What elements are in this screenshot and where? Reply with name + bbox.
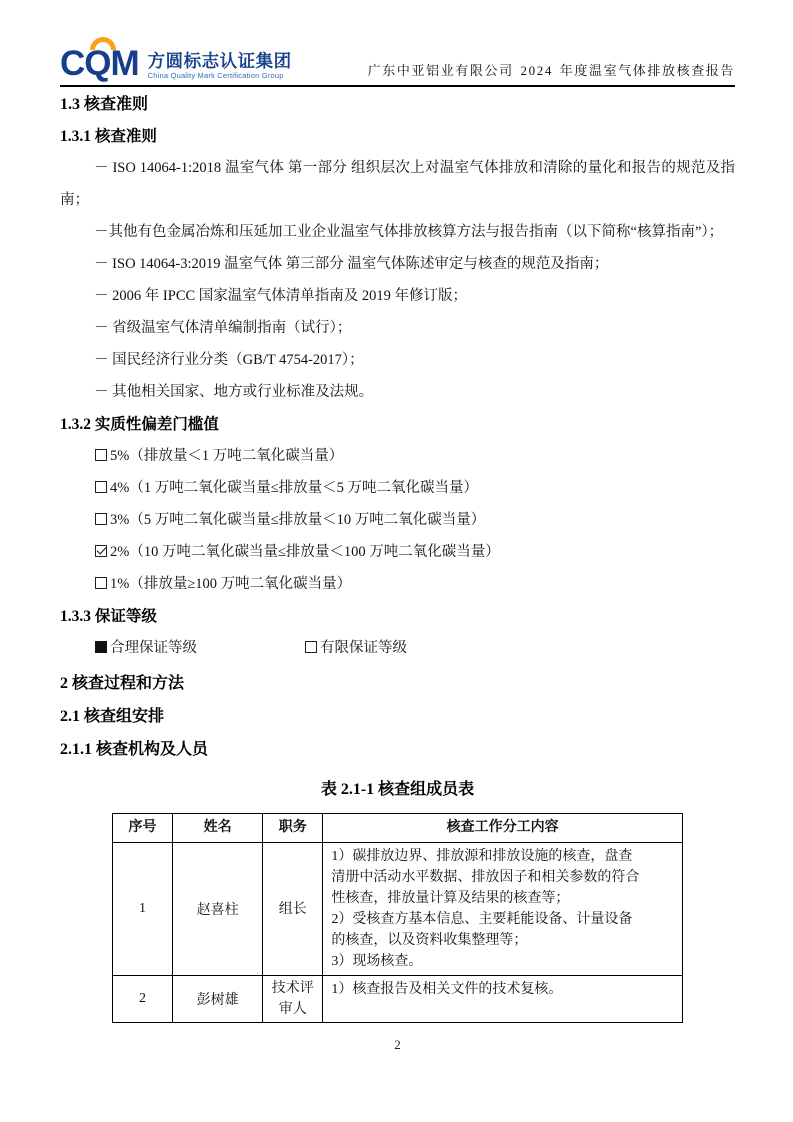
table-row <box>113 843 683 976</box>
checkbox-empty-icon <box>95 449 107 461</box>
duty-line: 性核查，排放量计算及结果的核查等； <box>331 891 570 906</box>
table-row <box>113 976 683 1023</box>
brand-name-en: China Quality Mark Certification Group <box>147 71 284 80</box>
member-role-cell <box>263 843 323 976</box>
threshold-option-label: 5%（排放量＜1 万吨二氧化碳当量） <box>110 448 344 464</box>
threshold-option-label: 2%（10 万吨二氧化碳当量≤排放量＜100 万吨二氧化碳当量） <box>110 544 500 560</box>
member-name-cell: 赵喜柱 <box>173 843 263 976</box>
member-role-text: 技术评审人 <box>271 981 314 1017</box>
checkbox-filled-icon <box>95 641 107 653</box>
duty-line: 2）受核查方基本信息、主要耗能设备、计量设备 <box>331 912 633 927</box>
checkbox-empty-icon <box>95 513 107 525</box>
section-heading-2-1: 2.1 核查组安排 <box>60 708 165 725</box>
member-no-cell: 2 <box>113 976 173 1023</box>
orange-arc-icon <box>90 37 116 50</box>
duty-line: 1）核查报告及相关文件的技术复核。 <box>331 982 563 997</box>
section-heading-2: 2 核查过程和方法 <box>60 675 185 692</box>
member-no-cell: 1 <box>113 843 173 976</box>
threshold-option <box>95 440 735 472</box>
cqm-logo-mark <box>60 46 139 81</box>
threshold-option <box>95 504 735 536</box>
members-table <box>112 813 683 1023</box>
checkbox-checked-icon <box>95 545 107 557</box>
criteria-list <box>60 152 735 408</box>
criteria-item: － 省级温室气体清单编制指南（试行）； <box>94 320 352 336</box>
criteria-item: － 其他相关国家、地方或行业标准及法规。 <box>94 384 374 400</box>
cqm-logo <box>60 46 292 81</box>
table-header-row <box>113 814 683 843</box>
threshold-option-label: 1%（排放量≥100 万吨二氧化碳当量） <box>110 576 352 592</box>
threshold-option <box>95 568 735 600</box>
table-body <box>113 843 683 1023</box>
section-heading-2-1-1: 2.1.1 核查机构及人员 <box>60 741 209 758</box>
assurance-option <box>95 632 197 664</box>
member-role-cell <box>263 976 323 1023</box>
criteria-item: －其他有色金属冶炼和压延加工业企业温室气体排放核算方法与报告指南（以下简称“核算指南”）； <box>94 224 724 240</box>
threshold-option <box>95 472 735 504</box>
criteria-item: － ISO 14064-1:2018 温室气体 第一部分 组织层次上对温室气体排放和清除的量化和报告的规范及指南； <box>60 160 735 208</box>
criteria-item: － 2006 年 IPCC 国家温室气体清单指南及 2019 年修订版； <box>94 288 468 304</box>
brand-block <box>148 51 292 81</box>
member-duty-cell <box>323 976 683 1023</box>
assurance-options <box>95 632 735 664</box>
member-role-text: 组长 <box>278 901 307 917</box>
table-header-cell: 职务 <box>263 814 323 843</box>
member-duty-cell <box>323 843 683 976</box>
criteria-item: － 国民经济行业分类（GB/T 4754-2017）； <box>94 352 364 368</box>
threshold-option <box>95 536 735 568</box>
cqm-logo-text: CQM <box>60 44 139 83</box>
section-heading-1-3: 1.3 核查准则 <box>60 96 149 113</box>
assurance-option <box>305 632 407 664</box>
table-header-cell: 姓名 <box>173 814 263 843</box>
page-header <box>60 46 735 87</box>
member-name-cell: 彭树雄 <box>173 976 263 1023</box>
page-number: 2 <box>394 1037 401 1052</box>
threshold-list <box>60 440 735 600</box>
duty-line: 清册中活动水平数据、排放因子和相关参数的符合 <box>331 870 640 885</box>
assurance-option-label: 合理保证等级 <box>110 640 197 656</box>
table-header-cell: 核查工作分工内容 <box>323 814 683 843</box>
brand-name-cn: 方圆标志认证集团 <box>147 50 292 71</box>
threshold-option-label: 3%（5 万吨二氧化碳当量≤排放量＜10 万吨二氧化碳当量） <box>110 512 486 528</box>
table-title: 表 2.1-1 核查组成员表 <box>320 781 475 798</box>
checkbox-empty-icon <box>95 577 107 589</box>
table-header-cell: 序号 <box>113 814 173 843</box>
section-heading-1-3-1: 1.3.1 核查准则 <box>60 128 157 145</box>
threshold-option-label: 4%（1 万吨二氧化碳当量≤排放量＜5 万吨二氧化碳当量） <box>110 480 479 496</box>
section-heading-1-3-3: 1.3.3 保证等级 <box>60 608 157 625</box>
duty-line: 3）现场核查。 <box>331 954 423 969</box>
checkbox-empty-icon <box>305 641 317 653</box>
duty-line: 1）碳排放边界、排放源和排放设施的核查，盘查 <box>331 849 633 864</box>
document-title: 广东中亚铝业有限公司 2024 年度温室气体排放核查报告 <box>367 63 735 78</box>
section-heading-1-3-2: 1.3.2 实质性偏差门槛值 <box>60 416 219 433</box>
criteria-item: － ISO 14064-3:2019 温室气体 第三部分 温室气体陈述审定与核查的规范及指南； <box>94 256 609 272</box>
assurance-option-label: 有限保证等级 <box>320 640 407 656</box>
duty-line: 的核查，以及资料收集整理等； <box>331 933 528 948</box>
checkbox-empty-icon <box>95 481 107 493</box>
